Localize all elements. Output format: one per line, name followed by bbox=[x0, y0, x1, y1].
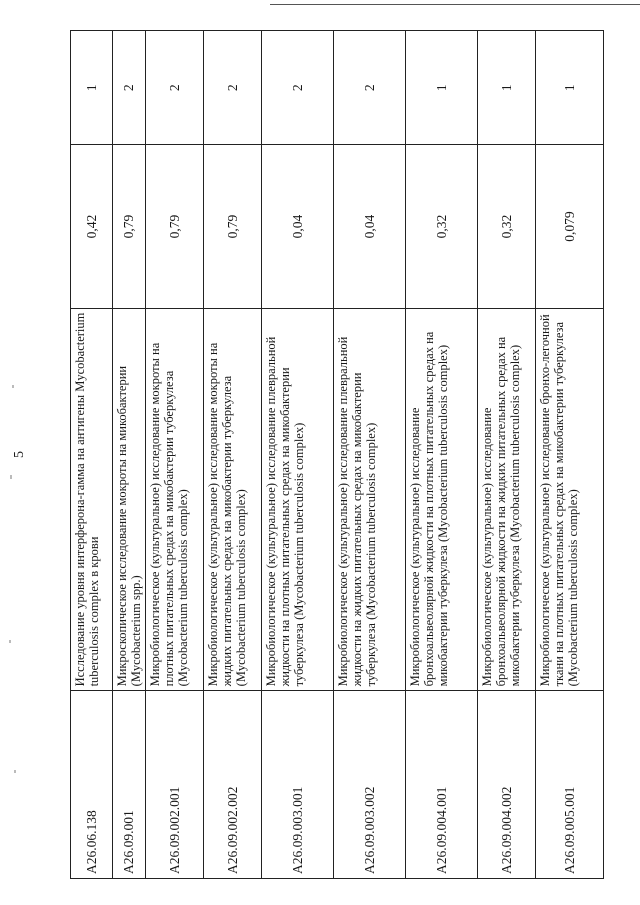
table-row bbox=[334, 31, 406, 879]
table-row bbox=[406, 31, 478, 879]
frequency-coefficient-cell: 0,04 bbox=[334, 145, 406, 308]
service-code-cell: A26.09.002.002 bbox=[204, 691, 262, 879]
service-description-cell: Микробиологическое (культуральное) исследование бронхоальвеолярной жидкости на плотных питательных средах на микобактерии туберкулеза (Mycobacterium tuberculosis complex) bbox=[406, 308, 478, 691]
service-description-cell: Микробиологическое (культуральное) исследование бронхо-легочной ткани на плотных питательных средах на микобактерии туберкулеза (Mycobacterium tuberculosis complex) bbox=[536, 308, 604, 691]
frequency-coefficient-cell: 0,04 bbox=[262, 145, 334, 308]
frequency-coefficient-cell: 0,32 bbox=[406, 145, 478, 308]
multiplicity-cell: 2 bbox=[262, 31, 334, 145]
service-description-cell: Микробиологическое (культуральное) исследование мокроты на жидких питательных средах на микобактерии туберкулеза (Mycobacterium tuberculosis complex) bbox=[204, 308, 262, 691]
rotated-page-content bbox=[12, 30, 580, 879]
service-code-cell: A26.06.138 bbox=[71, 691, 113, 879]
service-description-cell: Исследование уровня интерферона-гамма на антигены Mycobacterium tuberculosis complex в крови bbox=[71, 308, 113, 691]
multiplicity-cell: 1 bbox=[406, 31, 478, 145]
multiplicity-cell: 1 bbox=[71, 31, 113, 145]
service-description-cell: Микробиологическое (культуральное) исследование мокроты на плотных питательных средах на микобактерии туберкулеза (Mycobacterium tuberculosis complex) bbox=[146, 308, 204, 691]
scan-speck bbox=[9, 640, 11, 643]
service-code-cell: A26.09.003.001 bbox=[262, 691, 334, 879]
services-table-body bbox=[71, 31, 604, 879]
multiplicity-cell: 1 bbox=[478, 31, 536, 145]
service-code-cell: A26.09.001 bbox=[113, 691, 146, 879]
service-description-cell: Микроскопическое исследование мокроты на микобактерии (Mycobacterium spp.) bbox=[113, 308, 146, 691]
frequency-coefficient-cell: 0,79 bbox=[113, 145, 146, 308]
service-description-cell: Микробиологическое (культуральное) исследование плевральной жидкости на плотных питательных средах на микобактерии туберкулеза (Mycobacterium tuberculosis complex) bbox=[262, 308, 334, 691]
top-scan-rule bbox=[270, 4, 640, 5]
multiplicity-cell: 2 bbox=[334, 31, 406, 145]
service-code-cell: A26.09.004.002 bbox=[478, 691, 536, 879]
table-row bbox=[536, 31, 604, 879]
service-code-cell: A26.09.002.001 bbox=[146, 691, 204, 879]
multiplicity-cell: 1 bbox=[536, 31, 604, 145]
service-code-cell: A26.09.004.001 bbox=[406, 691, 478, 879]
page-number: 5 bbox=[12, 451, 27, 458]
table-row bbox=[113, 31, 146, 879]
frequency-coefficient-cell: 0,42 bbox=[71, 145, 113, 308]
frequency-coefficient-cell: 0,079 bbox=[536, 145, 604, 308]
table-row bbox=[204, 31, 262, 879]
table-row bbox=[71, 31, 113, 879]
service-code-cell: A26.09.003.002 bbox=[334, 691, 406, 879]
table-row bbox=[146, 31, 204, 879]
services-table bbox=[70, 30, 604, 879]
table-row bbox=[478, 31, 536, 879]
service-code-cell: A26.09.005.001 bbox=[536, 691, 604, 879]
frequency-coefficient-cell: 0,79 bbox=[204, 145, 262, 308]
multiplicity-cell: 2 bbox=[204, 31, 262, 145]
table-row bbox=[262, 31, 334, 879]
multiplicity-cell: 2 bbox=[113, 31, 146, 145]
multiplicity-cell: 2 bbox=[146, 31, 204, 145]
frequency-coefficient-cell: 0,32 bbox=[478, 145, 536, 308]
service-description-cell: Микробиологическое (культуральное) исследование бронхоальвеолярной жидкости на жидких питательных средах на микобактерии туберкулеза (Mycobacterium tuberculosis complex) bbox=[478, 308, 536, 691]
frequency-coefficient-cell: 0,79 bbox=[146, 145, 204, 308]
service-description-cell: Микробиологическое (культуральное) исследование плевральной жидкости на жидких питательных средах на микобактерии туберкулеза (Mycobacterium tuberculosis complex) bbox=[334, 308, 406, 691]
